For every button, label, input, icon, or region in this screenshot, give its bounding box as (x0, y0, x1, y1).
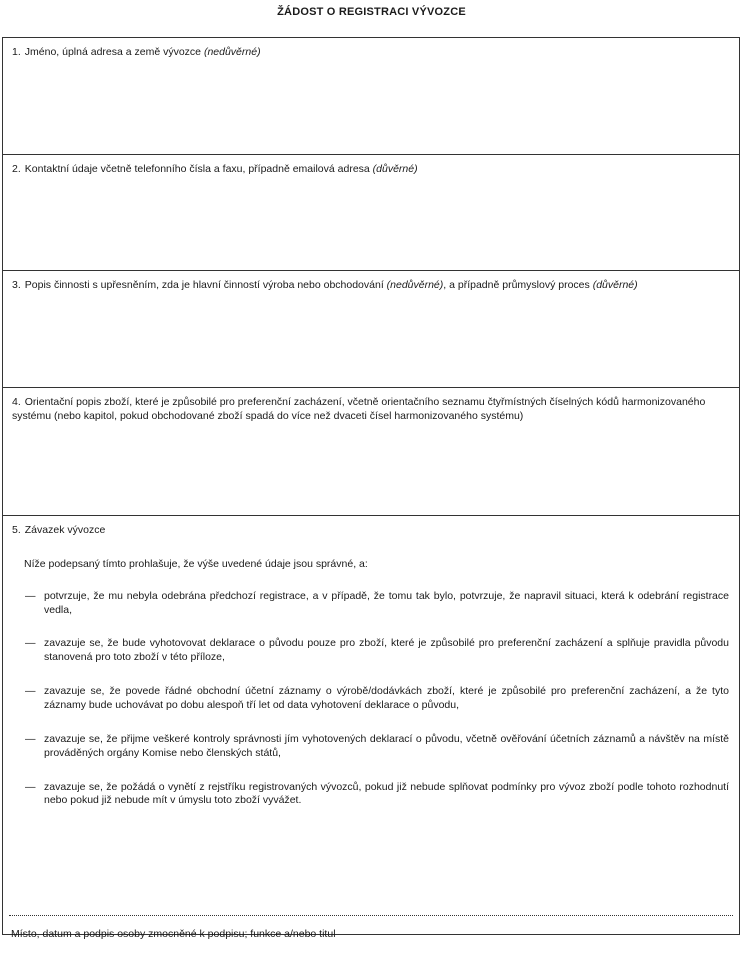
section-3-heading (12, 279, 731, 293)
dash-bullet: — (25, 780, 36, 793)
commitment-text: zavazuje se, že bude vyhotovovat deklarace o původu pouze pro zboží, které je způsobilé pro preferenční zacházení a splňuje pravidla původu stanovená pro toto zboží v této příloze, (44, 637, 729, 664)
confidentiality-note: (důvěrné) (372, 163, 418, 175)
section-exporter-name[interactable] (3, 38, 739, 155)
section-5-heading (12, 524, 731, 538)
dash-bullet: — (25, 637, 36, 650)
commitment-text: zavazuje se, že přijme veškeré kontroly správnosti jím vyhotovených deklarací o původu, včetně ověřování účetních záznamů a návštěv na místě prováděných orgány Komise nebo členských států, (44, 732, 729, 759)
confidentiality-note: (nedůvěrné) (386, 279, 444, 291)
section-label-continued: , a případně průmyslový proces (443, 279, 590, 291)
commitment-item (12, 590, 731, 618)
dash-bullet: — (25, 732, 36, 745)
form-title: ŽÁDOST O REGISTRACI VÝVOZCE (277, 6, 466, 18)
section-number: 1. (12, 46, 21, 58)
section-number: 5. (12, 524, 21, 536)
commitment-text: zavazuje se, že povede řádné obchodní účetní záznamy o výrobě/dodávkách zboží, které je způsobilé pro preferenční zacházení, a že tyto záznamy bude uchovávat po dobu alespoň tří let od data vyhotovení deklarace o původu, (44, 685, 729, 712)
declaration-intro: Níže podepsaný tímto prohlašuje, že výše uvedené údaje jsou správné, a: (24, 557, 368, 570)
section-contact-details[interactable] (3, 155, 739, 271)
confidentiality-note: (nedůvěrné) (203, 46, 261, 58)
application-form (2, 37, 740, 940)
section-exporter-undertaking (3, 516, 739, 940)
dash-bullet: — (25, 589, 36, 602)
section-label: Kontaktní údaje včetně telefonního čísla a faxu, případně emailová adresa (24, 163, 370, 175)
section-label: Orientační popis zboží, které je způsobilé pro preferenční zacházení, včetně orientačního seznamu čtyřmístných číselných kódů harmonizovaného systému (nebo kapitol, pokud obchodované zboží spadá do více než dvaceti čísel harmonizovaného systému) (12, 396, 706, 422)
section-number: 3. (12, 279, 21, 291)
section-activity-description[interactable] (3, 271, 739, 388)
section-1-heading (12, 46, 731, 60)
section-label: Závazek vývozce (24, 524, 106, 536)
section-label: Jméno, úplná adresa a země vývozce (24, 46, 202, 58)
section-label: Popis činnosti s upřesněním, zda je hlavní činností výroba nebo obchodování (24, 279, 384, 291)
section-2-heading (12, 163, 731, 177)
confidentiality-note-2: (důvěrné) (592, 279, 638, 291)
commitment-text: zavazuje se, že požádá o vynětí z rejstříku registrovaných vývozců, pokud již nebude splňovat podmínky pro vývoz zboží podle tohoto rozhodnutí nebo pokud již nebude mít v úmyslu toto zboží vyvážet. (44, 780, 729, 807)
dash-bullet: — (25, 685, 36, 698)
commitment-text: potvrzuje, že mu nebyla odebrána předchozí registrace, a v případě, že tomu tak bylo, potvrzuje, že napravil situaci, která k odebrání registrace vedla, (44, 589, 729, 616)
signature-line[interactable] (9, 915, 733, 916)
section-goods-description[interactable] (3, 388, 739, 516)
commitment-item (12, 733, 731, 761)
commitment-item (12, 781, 731, 809)
section-number: 4. (12, 396, 21, 408)
section-4-heading (12, 396, 731, 424)
section-number: 2. (12, 163, 21, 175)
signature-label: Místo, datum a podpis osoby zmocněné k podpisu; funkce a/nebo titul (11, 928, 336, 940)
commitment-item (12, 685, 731, 713)
commitment-item (12, 637, 731, 665)
